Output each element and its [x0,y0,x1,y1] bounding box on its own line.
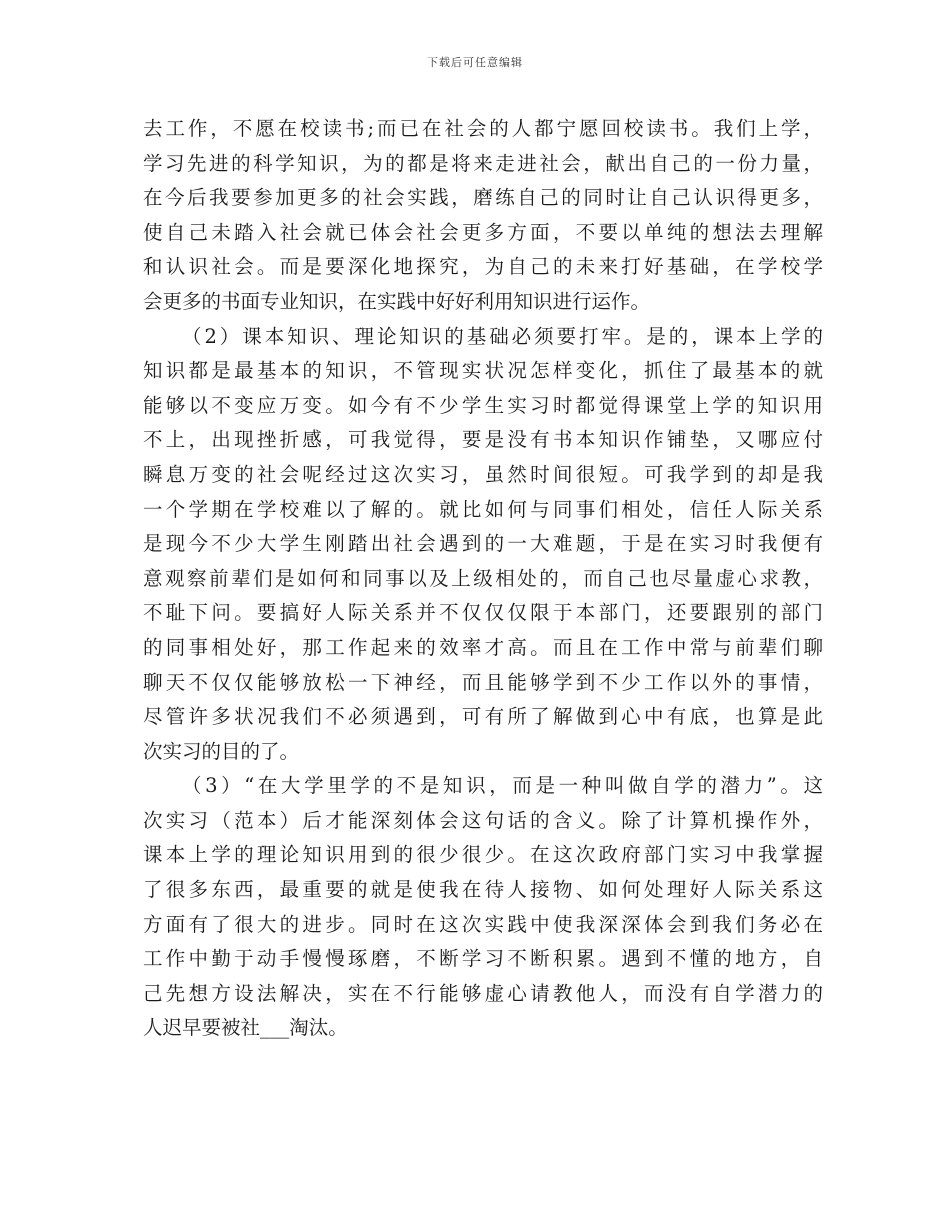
paragraph-line: （2）课本知识、理论知识的基础必须要打牢。是的，课本上学的 [182,324,823,348]
paragraph-line: 学习先进的科学知识，为的都是将来走进社会，献出自己的一份力量， [143,151,823,175]
page-header: 下载后可任意编辑 [427,56,523,69]
paragraph-line: 了很多东西，最重要的就是使我在待人接物、如何处理好人际关系这 [143,878,823,902]
paragraph-line: 不上，出现挫折感，可我觉得，要是没有书本知识作铺垫，又哪应付 [143,428,823,452]
paragraph-line: 工作中勤于动手慢慢琢磨，不断学习不断积累。遇到不懂的地方，自 [143,947,823,971]
paragraph-line: 人迟早要被社___淘汰。 [143,1016,348,1040]
paragraph-line: 次实习（范本）后才能深刻体会这句话的含义。除了计算机操作外， [143,808,823,832]
paragraph-line: 会更多的书面专业知识，在实践中好好利用知识进行运作。 [143,289,651,313]
paragraph-line: 在今后我要参加更多的社会实践，磨练自己的同时让自己认识得更多， [143,186,823,210]
paragraph-line: 课本上学的理论知识用到的很少很少。在这次政府部门实习中我掌握 [143,843,823,867]
paragraph-line: 瞬息万变的社会呢经过这次实习，虽然时间很短。可我学到的却是我 [143,462,823,486]
paragraph-line: 己先想方设法解决，实在不行能够虚心请教他人，而没有自学潜力的 [143,981,823,1005]
paragraph [143,769,823,1046]
paragraph-line: 聊天不仅仅能够放松一下神经，而且能够学到不少工作以外的事情， [143,670,823,694]
paragraph-line: 次实习的目的了。 [143,739,300,763]
paragraph-line: 和认识社会。而是要深化地探究，为自己的未来打好基础，在学校学 [143,255,823,279]
document-body [143,112,823,1046]
paragraph-line: 知识都是最基本的知识，不管现实状况怎样变化，抓住了最基本的就 [143,359,823,383]
paragraph-line: （3）“在大学里学的不是知识，而是一种叫做自学的潜力”。这 [182,774,823,798]
paragraph-line: 能够以不变应万变。如今有不少学生实习时都觉得课堂上学的知识用 [143,393,823,417]
paragraph [143,320,823,770]
paragraph-line: 尽管许多状况我们不必须遇到，可有所了解做到心中有底，也算是此 [143,705,823,729]
paragraph-line: 意观察前辈们是如何和同事以及上级相处的，而自己也尽量虚心求教， [143,566,823,590]
paragraph-line: 的同事相处好，那工作起来的效率才高。而且在工作中常与前辈们聊 [143,635,823,659]
paragraph [143,112,823,320]
paragraph-line: 去工作，不愿在校读书;而已在社会的人都宁愿回校读书。我们上学， [143,117,823,140]
paragraph-line: 一个学期在学校难以了解的。就比如何与同事们相处，信任人际关系 [143,497,823,521]
paragraph-line: 使自己未踏入社会就已体会社会更多方面，不要以单纯的想法去理解 [143,220,823,244]
paragraph-line: 是现今不少大学生刚踏出社会遇到的一大难题，于是在实习时我便有 [143,532,823,556]
paragraph-line: 方面有了很大的进步。同时在这次实践中使我深深体会到我们务必在 [143,912,823,936]
paragraph-line: 不耻下问。要搞好人际关系并不仅仅仅限于本部门，还要跟别的部门 [143,601,823,625]
